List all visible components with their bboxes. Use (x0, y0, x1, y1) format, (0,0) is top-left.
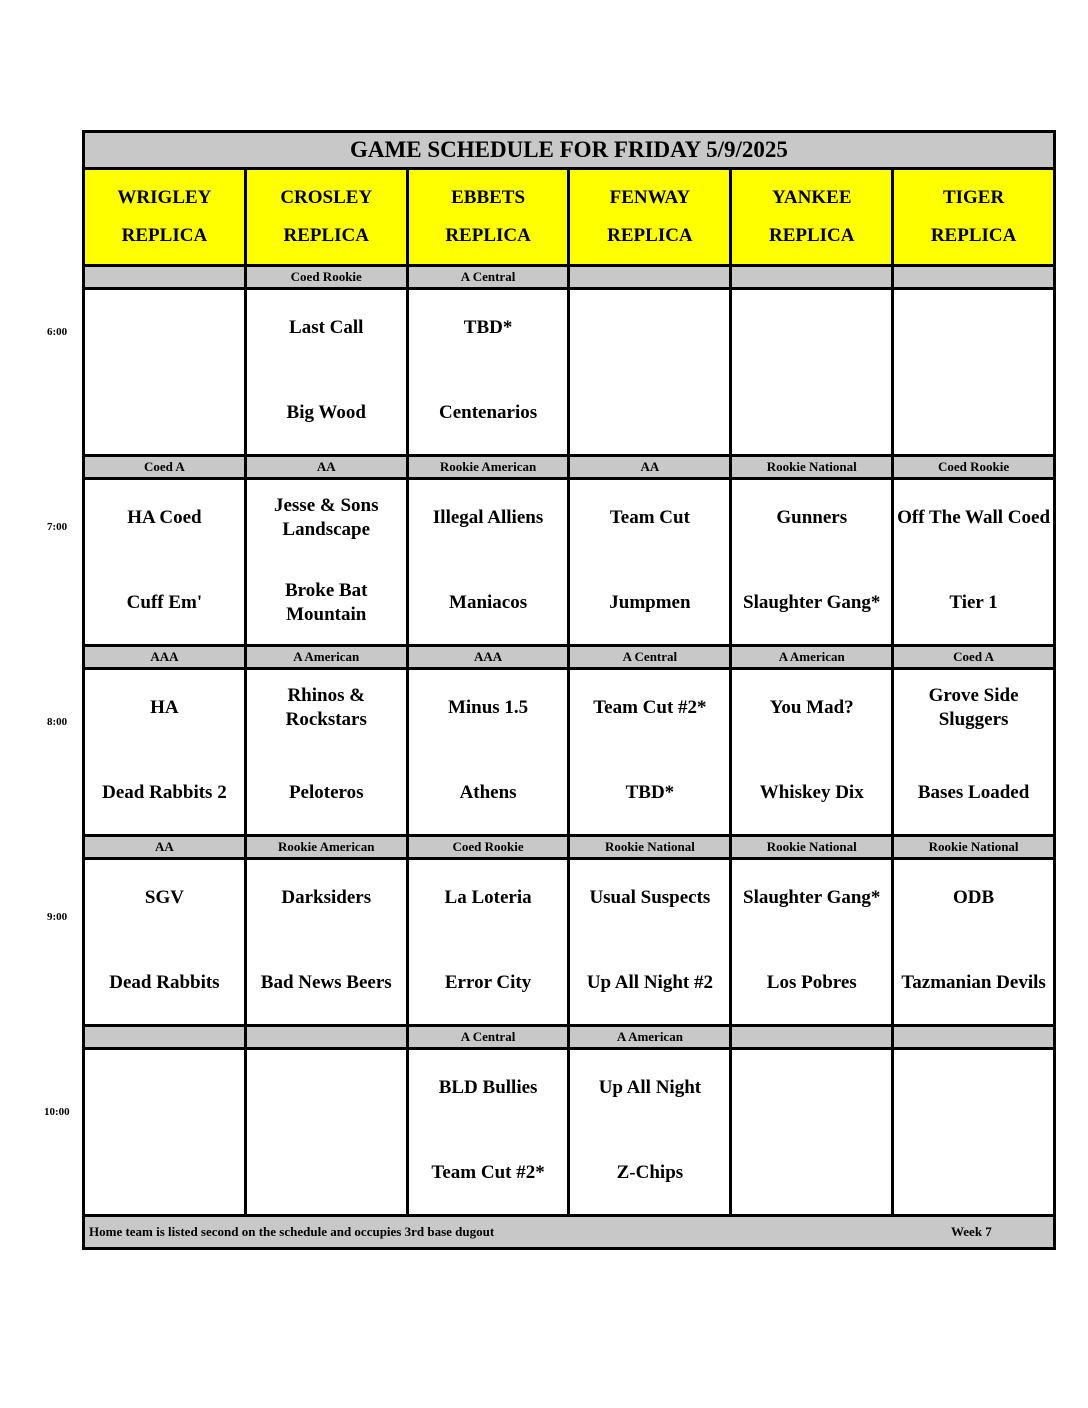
away-team (894, 304, 1053, 352)
away-team: ODB (952, 887, 995, 908)
game-cell (731, 1049, 893, 1216)
field-subtitle: REPLICA (283, 225, 369, 246)
home-team: Dead Rabbits (109, 972, 220, 993)
division-label: AAA (84, 646, 246, 669)
field-header (731, 169, 893, 266)
game-cell (731, 479, 893, 646)
away-team: Up All Night (598, 1077, 702, 1098)
game-row (84, 1049, 1055, 1216)
matchup (570, 670, 729, 834)
field-name: FENWAY (609, 187, 691, 208)
away-team: Illegal Alliens (432, 507, 544, 528)
game-cell (893, 669, 1055, 836)
division-label: Rookie American (245, 836, 407, 859)
away-team: Team Cut #2* (593, 697, 707, 718)
matchup (570, 290, 729, 454)
field-name: TIGER (942, 187, 1005, 208)
schedule-sheet (82, 130, 1056, 1250)
matchup (85, 1050, 244, 1214)
home-team: Slaughter Gang* (743, 592, 881, 613)
away-team: TBD* (463, 317, 513, 338)
division-label (731, 1026, 893, 1049)
time-label: 6:00 (47, 326, 68, 338)
time-label: 9:00 (47, 911, 68, 923)
home-team: Dead Rabbits 2 (102, 782, 227, 803)
away-team: Minus 1.5 (447, 697, 529, 718)
matchup (732, 860, 891, 1024)
away-team (732, 304, 891, 352)
game-cell (245, 289, 407, 456)
division-label: Coed Rookie (407, 836, 569, 859)
matchup (247, 480, 406, 644)
schedule-body (84, 169, 1055, 1249)
schedule-table (82, 167, 1056, 1250)
field-name: WRIGLEY (117, 187, 212, 208)
matchup (85, 670, 244, 834)
matchup (732, 670, 891, 834)
home-team (570, 389, 729, 437)
game-cell (84, 289, 246, 456)
time-label: 10:00 (44, 1106, 70, 1118)
division-label (245, 1026, 407, 1049)
away-team (570, 304, 729, 352)
division-label: Coed Rookie (245, 266, 407, 289)
field-subtitle: REPLICA (607, 225, 693, 246)
home-team: Tier 1 (949, 592, 998, 613)
matchup (894, 480, 1053, 644)
matchup (247, 670, 406, 834)
matchup (409, 480, 568, 644)
home-team (894, 1149, 1053, 1197)
home-team: Up All Night #2 (586, 972, 713, 993)
home-team: Maniacos (449, 592, 528, 613)
home-team: Z-Chips (616, 1162, 684, 1183)
home-team: Los Pobres (766, 972, 857, 993)
game-cell (84, 479, 246, 646)
away-team: Team Cut (609, 507, 690, 528)
field-subtitle: REPLICA (768, 225, 855, 246)
away-team: SGV (144, 887, 184, 908)
division-label (84, 266, 246, 289)
matchup (570, 480, 729, 644)
away-team: HA Coed (127, 507, 202, 528)
away-team: HA (150, 697, 179, 718)
matchup (247, 860, 406, 1024)
game-cell (407, 289, 569, 456)
game-cell (245, 669, 407, 836)
field-header (893, 169, 1055, 266)
division-label: AA (84, 836, 246, 859)
division-label (569, 266, 731, 289)
matchup (409, 290, 568, 454)
division-label (84, 1026, 246, 1049)
game-cell (245, 1049, 407, 1216)
home-team (732, 389, 891, 437)
home-team (85, 389, 244, 437)
game-cell (84, 859, 246, 1026)
schedule-title: GAME SCHEDULE FOR FRIDAY 5/9/2025 (82, 130, 1056, 167)
matchup (732, 480, 891, 644)
division-label: AAA (407, 646, 569, 669)
division-label: Rookie American (407, 456, 569, 479)
home-team: Centenarios (438, 402, 538, 423)
home-team: Tazmanian Devils (901, 972, 1046, 993)
matchup (85, 290, 244, 454)
game-cell (407, 669, 569, 836)
field-header-row (84, 169, 1055, 266)
game-cell (245, 479, 407, 646)
home-team: Big Wood (286, 402, 366, 423)
division-label: Rookie National (731, 456, 893, 479)
game-cell (569, 859, 731, 1026)
matchup (894, 670, 1053, 834)
game-cell (731, 859, 893, 1026)
division-row (84, 1026, 1055, 1049)
game-cell (893, 1049, 1055, 1216)
matchup (85, 860, 244, 1024)
away-team (85, 1064, 244, 1112)
home-team (894, 389, 1053, 437)
footer-cell (84, 1216, 1055, 1249)
home-team: Whiskey Dix (759, 782, 864, 803)
matchup (894, 290, 1053, 454)
away-team: Darksiders (281, 887, 372, 908)
division-label (731, 266, 893, 289)
matchup (247, 1050, 406, 1214)
game-cell (893, 859, 1055, 1026)
time-label: 8:00 (47, 716, 68, 728)
away-team: Usual Suspects (589, 887, 711, 908)
game-cell (893, 479, 1055, 646)
division-label: Coed A (893, 646, 1055, 669)
home-team: Athens (459, 782, 517, 803)
away-team: Slaughter Gang* (743, 887, 881, 908)
game-cell (569, 479, 731, 646)
home-team (85, 1149, 244, 1197)
game-cell (407, 479, 569, 646)
field-subtitle: REPLICA (121, 225, 208, 246)
matchup (570, 860, 729, 1024)
division-label (893, 266, 1055, 289)
away-team (732, 1064, 891, 1112)
away-team (85, 304, 244, 352)
division-label: Rookie National (731, 836, 893, 859)
home-team: Peloteros (288, 782, 364, 803)
matchup (85, 480, 244, 644)
time-label: 7:00 (47, 521, 68, 533)
division-row (84, 646, 1055, 669)
matchup (894, 860, 1053, 1024)
game-cell (84, 1049, 246, 1216)
home-team: Team Cut #2* (431, 1162, 545, 1183)
game-cell (569, 1049, 731, 1216)
game-cell (569, 669, 731, 836)
game-row (84, 289, 1055, 456)
game-cell (731, 669, 893, 836)
field-subtitle: REPLICA (445, 225, 531, 246)
game-cell (569, 289, 731, 456)
game-cell (84, 669, 246, 836)
home-team (732, 1149, 891, 1197)
home-team: Jumpmen (609, 592, 691, 613)
division-row (84, 836, 1055, 859)
division-label: A American (569, 1026, 731, 1049)
home-team: Bad News Beers (260, 972, 392, 993)
game-row (84, 669, 1055, 836)
away-team (247, 1064, 406, 1112)
home-team: TBD* (625, 782, 675, 803)
matchup (732, 1050, 891, 1214)
field-name: EBBETS (451, 187, 526, 208)
division-label: Coed A (84, 456, 246, 479)
division-label: AA (245, 456, 407, 479)
game-row (84, 859, 1055, 1026)
home-team: Bases Loaded (917, 782, 1030, 803)
matchup (409, 1050, 568, 1214)
away-team (894, 1064, 1053, 1112)
away-team: Grove Side Sluggers (928, 685, 1019, 730)
field-name: YANKEE (771, 187, 852, 208)
field-header (407, 169, 569, 266)
matchup (409, 860, 568, 1024)
matchup (570, 1050, 729, 1214)
game-cell (407, 1049, 569, 1216)
away-team: Off The Wall Coed (897, 507, 1051, 528)
division-row (84, 456, 1055, 479)
matchup (894, 1050, 1053, 1214)
away-team: La Loteria (444, 887, 532, 908)
division-label: A American (731, 646, 893, 669)
week-label: Week 7 (951, 1224, 992, 1239)
division-label: Rookie National (569, 836, 731, 859)
away-team: Gunners (776, 507, 848, 528)
game-cell (245, 859, 407, 1026)
game-row (84, 479, 1055, 646)
matchup (409, 670, 568, 834)
game-cell (893, 289, 1055, 456)
field-header (84, 169, 246, 266)
away-team: Last Call (289, 317, 364, 338)
home-team: Broke Bat Mountain (284, 580, 368, 625)
home-team: Cuff Em' (126, 592, 203, 613)
away-team: You Mad? (769, 697, 854, 718)
footer-note: Home team is listed second on the schedule and occupies 3rd base dugout (89, 1224, 495, 1239)
division-label: A Central (569, 646, 731, 669)
division-label: AA (569, 456, 731, 479)
game-cell (731, 289, 893, 456)
matchup (732, 290, 891, 454)
home-team: Error City (444, 972, 532, 993)
division-label: Rookie National (893, 836, 1055, 859)
matchup (247, 290, 406, 454)
field-header (569, 169, 731, 266)
division-label: Coed Rookie (893, 456, 1055, 479)
field-subtitle: REPLICA (930, 225, 1017, 246)
division-label: A American (245, 646, 407, 669)
away-team: BLD Bullies (438, 1077, 538, 1098)
home-team (247, 1149, 406, 1197)
away-team: Rhinos & Rockstars (285, 685, 367, 730)
field-name: CROSLEY (280, 187, 373, 208)
division-row (84, 266, 1055, 289)
division-label: A Central (407, 266, 569, 289)
away-team: Jesse & Sons Landscape (273, 495, 379, 540)
division-label (893, 1026, 1055, 1049)
footer-row (84, 1216, 1055, 1249)
division-label: A Central (407, 1026, 569, 1049)
game-cell (407, 859, 569, 1026)
field-header (245, 169, 407, 266)
